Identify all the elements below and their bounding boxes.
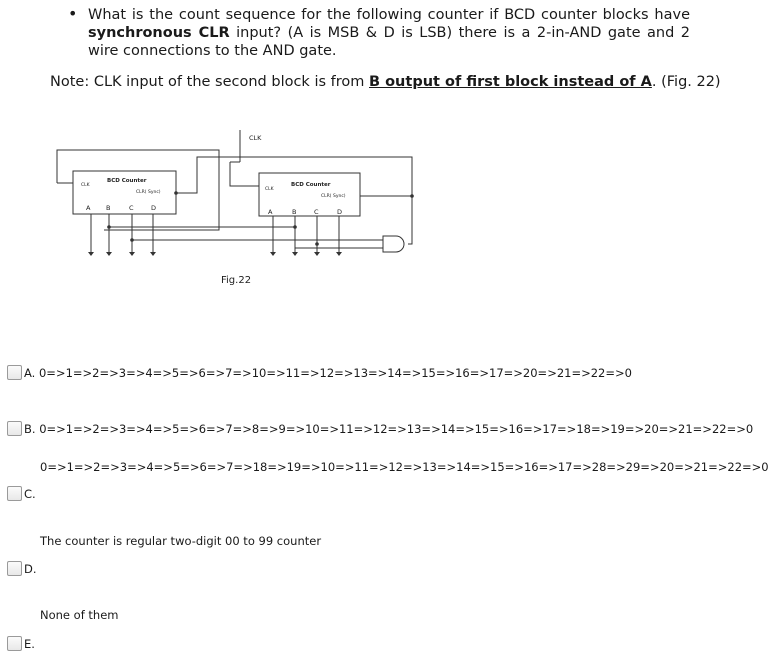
option-e-checkbox[interactable] — [7, 636, 22, 651]
block2-title: BCD Counter — [291, 182, 331, 188]
option-c-text[interactable]: 0=>1=>2=>3=>4=>5=>6=>7=>18=>19=>10=>11=>12=>13=>14=>15=>16=>17=>28=>29=>20=>21=>22=>0 — [40, 460, 769, 474]
option-b-checkbox[interactable] — [7, 421, 22, 436]
option-a-label[interactable] — [24, 366, 632, 380]
block1-title: BCD Counter — [107, 178, 147, 184]
block1-pin-a: A — [86, 204, 91, 212]
option-b-letter: B. — [24, 422, 36, 436]
figure-caption: Fig.22 — [221, 275, 252, 286]
block2-pin-b: B — [292, 208, 297, 216]
block1-clk: CLK — [81, 183, 90, 188]
note-prefix: Note: CLK input of the second block is from — [50, 74, 369, 90]
block1-pin-b: B — [106, 204, 111, 212]
block2-pin-a: A — [268, 208, 273, 216]
option-d-text[interactable]: The counter is regular two-digit 00 to 99 counter — [40, 534, 322, 548]
note-suffix: . (Fig. 22) — [651, 74, 721, 90]
question-line2: input? (A is MSB & D is LSB) there is a 2-in-AND gate and 2 wire connections to the AND gate. — [88, 25, 690, 59]
and-gate — [383, 236, 404, 252]
option-c-checkbox[interactable] — [7, 486, 22, 501]
note — [50, 74, 721, 90]
question-bold: synchronous CLR — [88, 25, 230, 41]
block2-clk: CLK — [265, 187, 274, 192]
option-d-checkbox[interactable] — [7, 561, 22, 576]
note-emphasis: B output of first block instead of A — [369, 74, 652, 90]
option-c-letter: C. — [24, 487, 36, 501]
block2-clr: CLR( Sync) — [321, 194, 346, 199]
question-text — [88, 6, 690, 60]
option-a-text: 0=>1=>2=>3=>4=>5=>6=>7=>10=>11=>12=>13=>14=>15=>16=>17=>20=>21=>22=>0 — [38, 366, 632, 380]
question-line1: What is the count sequence for the following counter if BCD counter blocks have — [88, 7, 690, 23]
option-e-text[interactable]: None of them — [40, 608, 119, 622]
block2-pin-c: C — [314, 208, 319, 216]
option-e-letter: E. — [24, 637, 35, 651]
circuit-figure — [0, 120, 700, 300]
option-a-letter: A. — [24, 366, 36, 380]
option-a-checkbox[interactable] — [7, 365, 22, 380]
block1-pin-c: C — [129, 204, 134, 212]
block1-pin-d: D — [151, 204, 157, 212]
option-b-text: 0=>1=>2=>3=>4=>5=>6=>7=>8=>9=>10=>11=>12=>13=>14=>15=>16=>17=>18=>19=>20=>21=>22=>0 — [39, 422, 754, 436]
bullet: • — [68, 4, 78, 23]
block2-pin-d: D — [337, 208, 343, 216]
option-d-letter: D. — [24, 562, 37, 576]
block1-clr: CLR( Sync) — [136, 190, 161, 195]
option-b-label[interactable] — [24, 422, 753, 436]
top-clk-label: CLK — [249, 134, 262, 142]
